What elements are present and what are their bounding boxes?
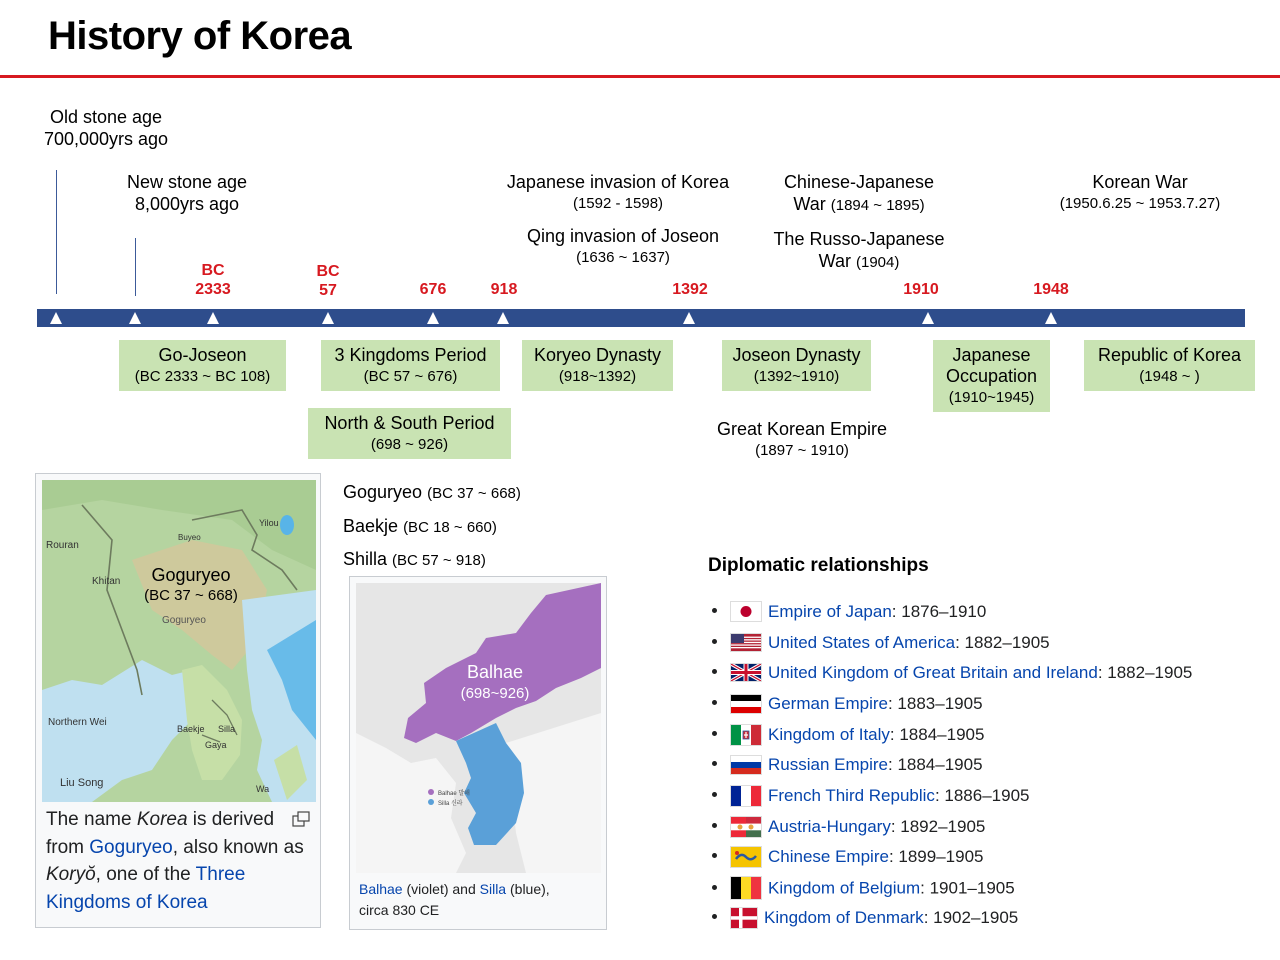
map-place-baekje: Baekje: [177, 724, 205, 734]
map-place-rouran: Rouran: [46, 540, 79, 551]
diplomatic-item: [712, 816, 985, 839]
event-japanese-invasion: [488, 171, 748, 215]
diplomatic-years: : 1883–1905: [887, 694, 983, 713]
diplomatic-years: : 1901–1905: [920, 878, 1015, 898]
diplomatic-years: : 1876–1910: [891, 602, 987, 621]
diplomatic-item: [712, 785, 1029, 808]
kingdom-name: Goguryeo: [343, 482, 423, 502]
map-label-balhae: Balhae: [466, 662, 524, 682]
era-name: Koryeo Dynasty: [533, 345, 662, 365]
era-go-joseon: [119, 340, 286, 391]
timeline-tick: [322, 312, 334, 324]
era-joseon: [722, 340, 871, 391]
balhae-map-card: [349, 576, 607, 930]
diplomatic-link[interactable]: German Empire: [768, 694, 888, 713]
diplomatic-years: : 1884–1905: [889, 725, 985, 744]
italy-flag-icon: [730, 724, 762, 746]
map-place-northern-wei: Northern Wei: [48, 717, 107, 728]
diplomatic-link[interactable]: United Kingdom of Great Britain and Ireland: [768, 663, 1098, 682]
diplomatic-years: : 1884–1905: [888, 755, 983, 774]
era-japanese-occupation: [933, 340, 1050, 412]
timeline-tick: [50, 312, 62, 324]
balhae-map-caption: [359, 879, 599, 921]
caption-text: is derived from: [46, 809, 275, 858]
diplomatic-years: : 1882–1905: [955, 633, 1050, 652]
bullet: [712, 853, 717, 858]
uk-flag-icon: [730, 663, 762, 682]
caption-text: Koryŏ: [46, 864, 96, 885]
era-name: 3 Kingdoms Period: [334, 345, 487, 365]
austria-hungary-flag-icon: [730, 816, 762, 838]
diplomatic-link[interactable]: United States of America: [768, 633, 956, 652]
diplomatic-years: : 1882–1905: [1097, 663, 1193, 682]
event-korean-war: [1040, 171, 1240, 215]
kingdom-range: (BC 18 ~ 660): [403, 519, 497, 536]
kingdom-name: Shilla: [343, 549, 388, 569]
diplomatic-item: [712, 693, 983, 715]
bullet: [712, 914, 717, 919]
era-koryeo: [522, 340, 673, 391]
bullet: [712, 608, 717, 613]
event-label-line2: War: [818, 251, 851, 271]
year-label-1910: [891, 280, 951, 299]
event-old-stone-age: [36, 106, 176, 150]
year-value: 676: [419, 281, 447, 298]
era-republic-of-korea: [1084, 340, 1255, 391]
diplomatic-item: [712, 754, 983, 776]
kingdom-baekje: [343, 515, 497, 539]
silla-link[interactable]: Silla: [479, 881, 507, 897]
bullet: [712, 885, 717, 890]
event-date: (1592 - 1598): [572, 195, 664, 212]
event-label: Korean War: [1092, 172, 1188, 192]
bullet: [712, 761, 717, 766]
event-label: Qing invasion of Joseon: [526, 226, 720, 246]
map-label-goguryeo: Goguryeo: [151, 565, 231, 585]
bullet: [712, 639, 717, 644]
event-label: The Russo-Japanese: [773, 229, 945, 249]
era-range: (BC 2333 ~ BC 108): [134, 368, 271, 385]
diplomatic-link[interactable]: Empire of Japan: [768, 602, 892, 621]
map-place-goguryeo: Goguryeo: [162, 615, 206, 626]
map-label-goguryeo-range: (BC 37 ~ 668): [144, 587, 238, 604]
event-qing-invasion: [500, 225, 746, 269]
year-value: 1948: [1033, 281, 1069, 298]
diplomatic-item: [712, 877, 1015, 901]
legend-silla: Silla 신라: [438, 801, 463, 807]
bullet: [712, 669, 717, 674]
balhae-link[interactable]: Balhae: [359, 881, 403, 897]
kingdom-shilla: [343, 548, 486, 572]
diplomatic-item: [712, 846, 984, 869]
russia-flag-icon: [730, 755, 762, 775]
year-value: 2333: [195, 281, 231, 298]
era-name: Republic of Korea: [1097, 345, 1242, 365]
era-range: (1948 ~ ): [1139, 368, 1200, 385]
timeline-tick: [1045, 312, 1057, 324]
belgium-flag-icon: [730, 876, 762, 900]
event-label: New stone age: [126, 172, 248, 192]
timeline-tick: [922, 312, 934, 324]
title-divider: [0, 75, 1280, 78]
year-label-bc57: [298, 262, 358, 300]
map-label-balhae-range: (698~926): [460, 685, 530, 702]
diplomatic-title: Diplomatic relationships: [708, 555, 929, 576]
year-value: 57: [319, 282, 337, 299]
era-name: Go-Joseon: [158, 345, 247, 365]
era-range: (1910~1945): [948, 389, 1035, 406]
goguryeo-map-caption: [46, 806, 314, 916]
caption-text: , also known as: [172, 836, 304, 858]
event-marker-line: [56, 170, 57, 294]
event-label: Japanese invasion of Korea: [506, 172, 730, 192]
goguryeo-map[interactable]: [42, 480, 316, 802]
diplomatic-link[interactable]: Chinese Empire: [768, 847, 889, 866]
event-russo-japanese-war: [759, 228, 959, 274]
map-place-gaya: Gaya: [205, 740, 227, 750]
caption-text: , one of the: [95, 864, 196, 885]
diplomatic-item: [712, 907, 1018, 930]
diplomatic-item: [712, 724, 984, 747]
year-value: 1910: [903, 281, 939, 298]
caption-text: (violet) and: [402, 881, 480, 897]
era-range: (918~1392): [558, 368, 637, 385]
era-north-south: [308, 408, 511, 459]
caption-text: (blue),: [506, 881, 550, 897]
diplomatic-link[interactable]: Kingdom of Italy: [768, 725, 890, 744]
era-name: Joseon Dynasty: [732, 345, 861, 365]
era-range: (698 ~ 926): [370, 436, 449, 453]
event-new-stone-age: [112, 171, 262, 215]
era-range: (BC 57 ~ 676): [363, 368, 458, 385]
event-date: (1894 ~ 1895): [830, 197, 925, 214]
year-label-676: [403, 280, 463, 299]
bullet: [712, 823, 717, 828]
event-label: Chinese-Japanese: [783, 172, 935, 192]
bullet: [712, 731, 717, 736]
diplomatic-item: [712, 662, 1192, 684]
bullet: [712, 700, 717, 705]
map-place-yilou: Yilou: [259, 518, 279, 528]
era-name: Great Korean Empire: [716, 419, 888, 439]
map-place-khitan: Khitan: [92, 576, 121, 587]
diplomatic-years: : 1899–1905: [888, 847, 984, 866]
map-place-wa: Wa: [256, 784, 270, 794]
map-place-liu-song: Liu Song: [60, 777, 104, 789]
japan-flag-icon: [730, 601, 762, 622]
page-title: History of Korea: [48, 14, 352, 58]
diplomatic-years: : 1892–1905: [890, 817, 986, 836]
year-label-bc2333: [183, 261, 243, 299]
event-date: (1950.6.25 ~ 1953.7.27): [1059, 195, 1221, 212]
year-label-1948: [1021, 280, 1081, 299]
year-label-918: [474, 280, 534, 299]
diplomatic-link[interactable]: Austria-Hungary: [768, 817, 891, 836]
caption-text: circa 830 CE: [359, 902, 440, 918]
diplomatic-item: [712, 601, 986, 623]
era-name: North & South Period: [324, 413, 495, 433]
three-kingdoms-link[interactable]: Three Kingdoms of Korea: [46, 864, 246, 913]
great-korean-empire: [700, 418, 904, 462]
diplomatic-link[interactable]: Kingdom of Belgium: [768, 878, 921, 898]
event-date: 8,000yrs ago: [134, 194, 240, 214]
bullet: [712, 792, 717, 797]
kingdom-name: Baekje: [343, 516, 399, 536]
diplomatic-link[interactable]: Russian Empire: [768, 755, 888, 774]
caption-text: Korea: [136, 809, 188, 830]
event-date: (1636 ~ 1637): [576, 249, 670, 266]
event-date: 700,000yrs ago: [43, 129, 169, 149]
timeline-tick: [207, 312, 219, 324]
diplomatic-item: [712, 632, 1050, 654]
event-chinese-japanese-war: [769, 171, 949, 217]
caption-text: The name: [46, 809, 137, 830]
balhae-silla-map[interactable]: [356, 583, 601, 873]
diplomatic-years: : 1902–1905: [923, 908, 1019, 927]
timeline-tick: [427, 312, 439, 324]
year-prefix: BC: [201, 262, 225, 279]
era-range: (1392~1910): [753, 368, 840, 385]
event-label: Old stone age: [49, 107, 163, 127]
year-prefix: BC: [316, 263, 340, 280]
usa-flag-icon: [730, 633, 762, 652]
year-label-1392: [660, 280, 720, 299]
era-name-line2: Occupation: [945, 366, 1038, 386]
year-value: 1392: [672, 281, 708, 298]
denmark-flag-icon: [730, 907, 758, 929]
event-marker-line: [135, 238, 136, 296]
diplomatic-link[interactable]: Kingdom of Denmark: [764, 908, 924, 927]
era-three-kingdoms: [321, 340, 500, 391]
kingdom-range: (BC 37 ~ 668): [427, 485, 521, 502]
era-range: (1897 ~ 1910): [755, 442, 849, 459]
map-place-silla: Silla: [218, 724, 236, 734]
kingdom-goguryeo: [343, 481, 521, 505]
era-name: Japanese: [952, 345, 1031, 365]
german-empire-flag-icon: [730, 694, 762, 714]
year-value: 918: [490, 281, 518, 298]
goguryeo-link[interactable]: Goguryeo: [89, 836, 173, 858]
diplomatic-link[interactable]: French Third Republic: [768, 786, 935, 805]
kingdom-range: (BC 57 ~ 918): [392, 552, 486, 569]
diplomatic-years: : 1886–1905: [934, 786, 1030, 805]
timeline-tick: [497, 312, 509, 324]
map-place-buyeo: Buyeo: [178, 533, 201, 542]
event-date: (1904): [855, 254, 900, 271]
chinese-empire-flag-icon: [730, 846, 762, 868]
event-label-line2: War: [793, 194, 826, 214]
goguryeo-map-card: [35, 473, 321, 928]
legend-balhae: Balhae 발해: [438, 791, 470, 797]
france-flag-icon: [730, 785, 762, 807]
timeline-tick: [129, 312, 141, 324]
timeline-tick: [683, 312, 695, 324]
